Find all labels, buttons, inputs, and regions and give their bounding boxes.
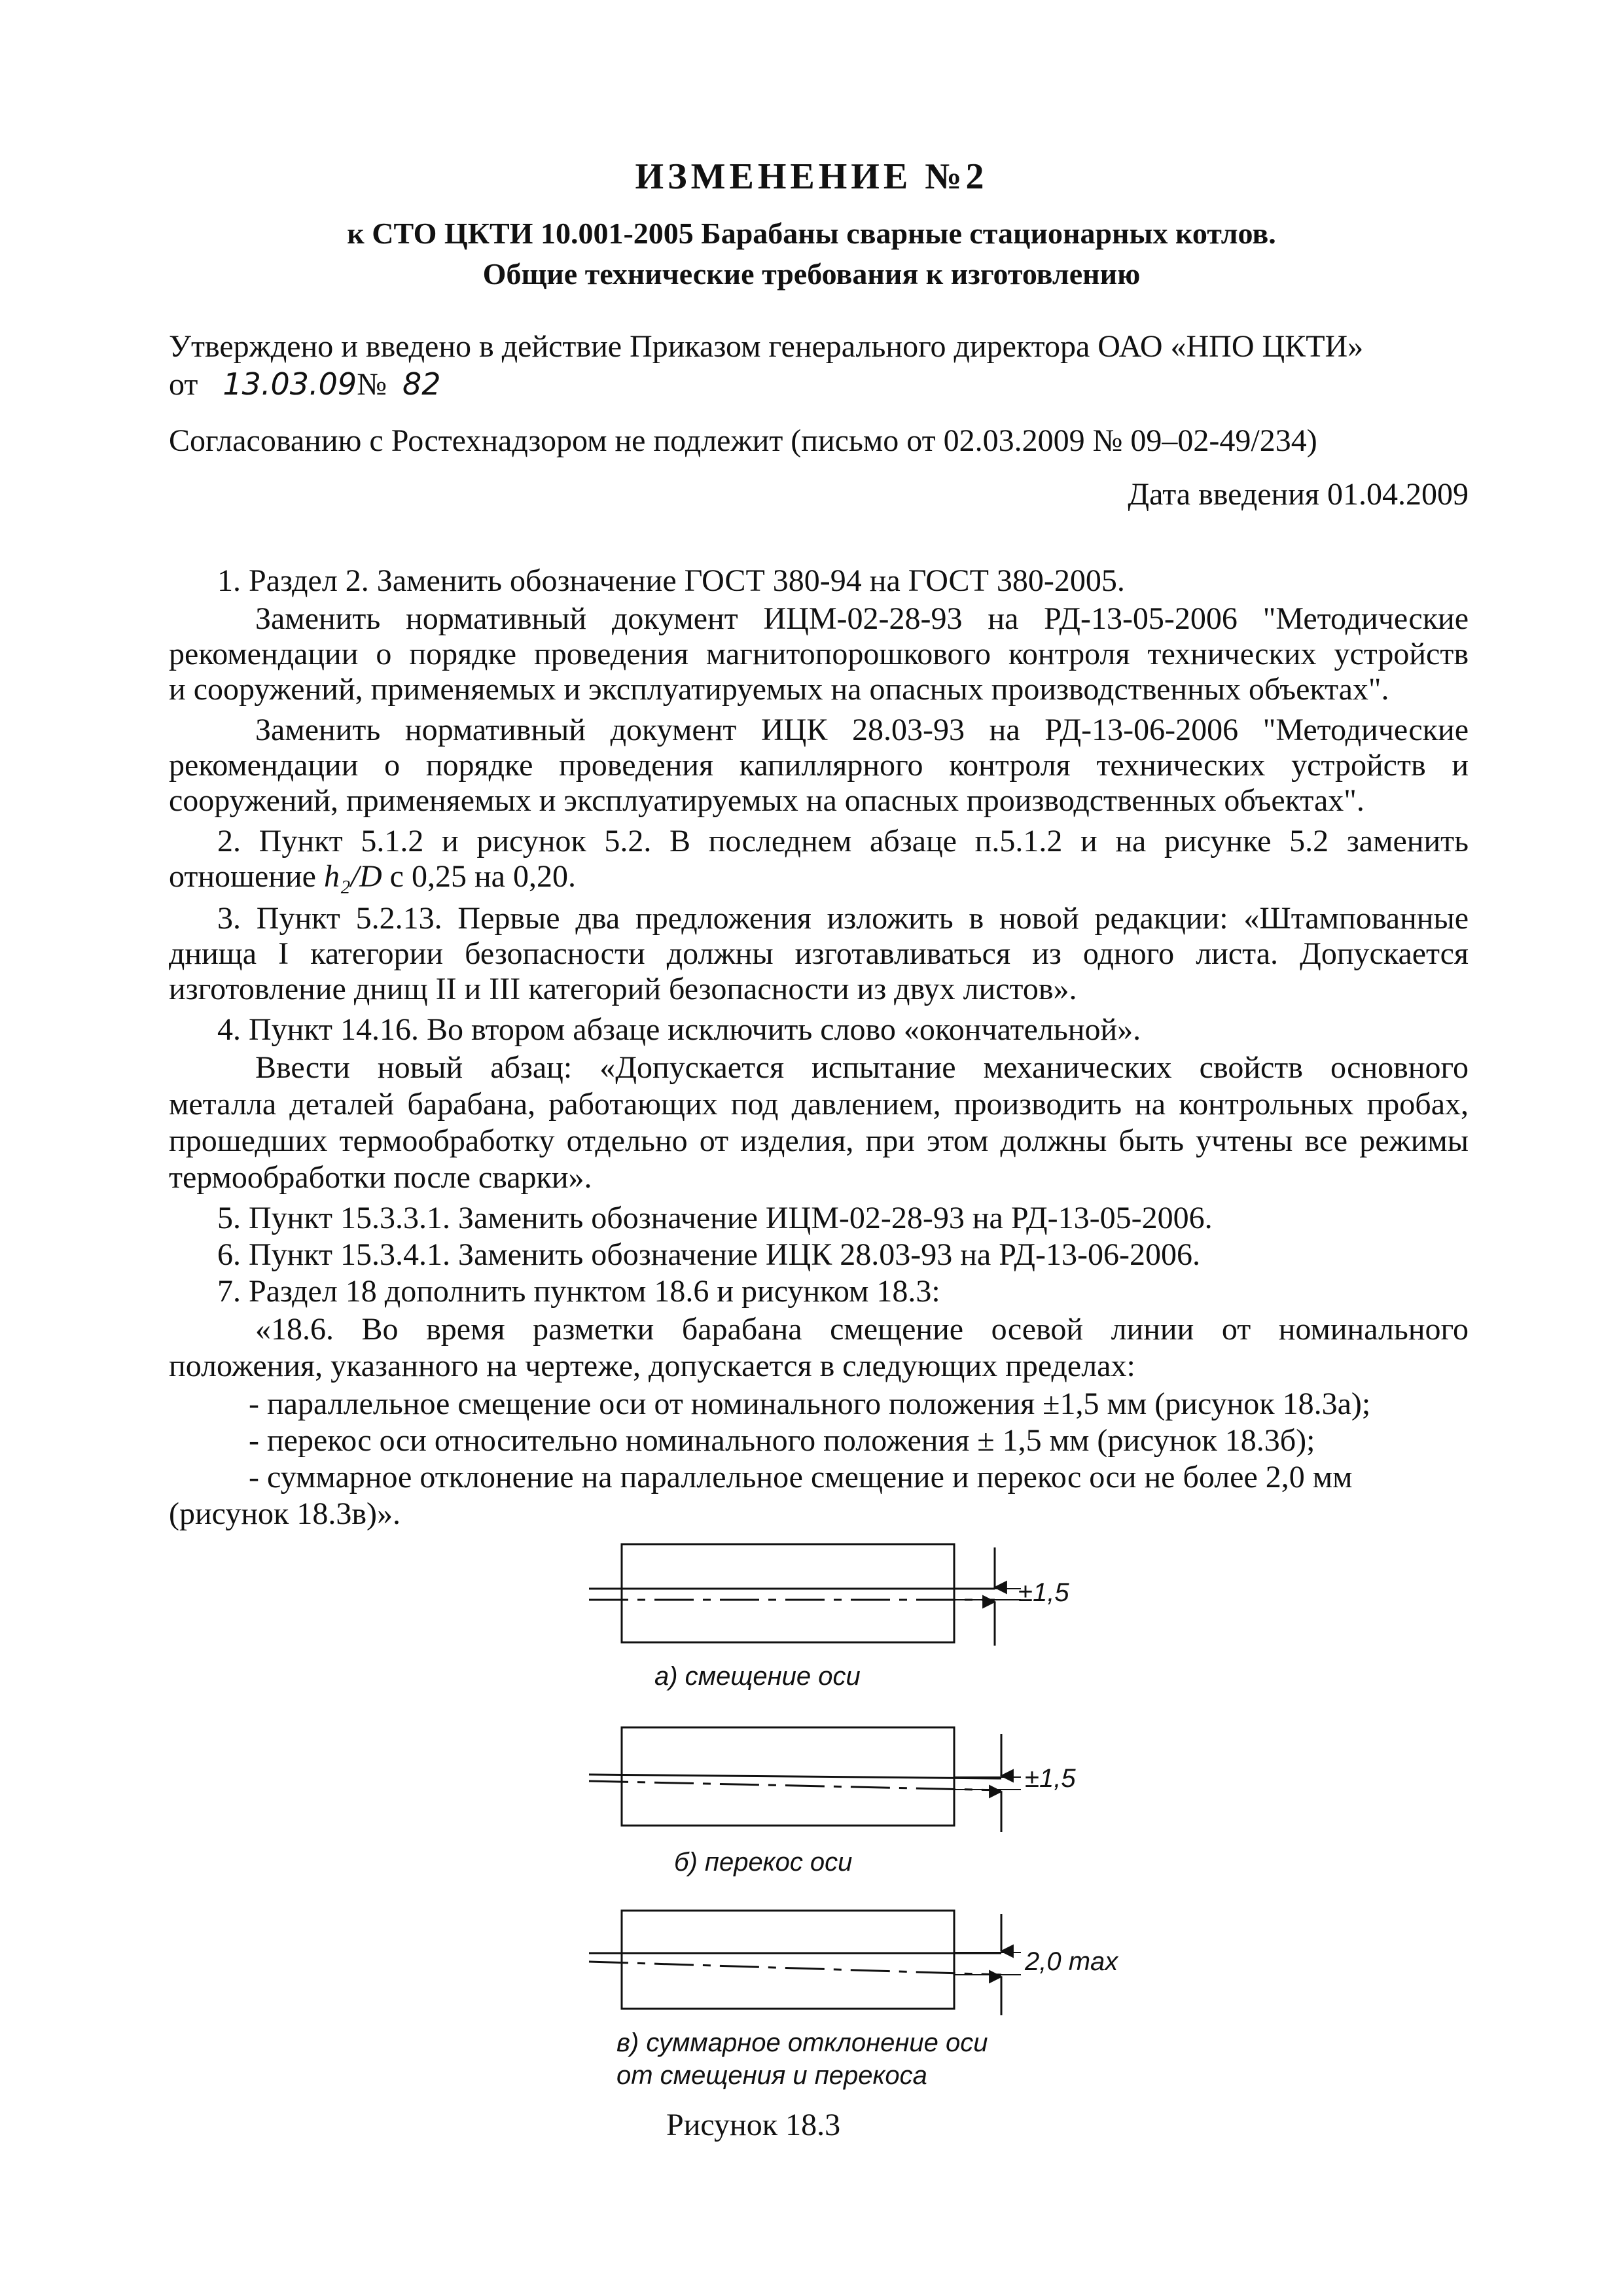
figure-c-caption-line-2: от смещения и перекоса <box>616 2061 927 2090</box>
item-4-paragraph-line-3: прошедших термообработку отдельно от изделия, при этом должны быть учтены все режимы <box>169 1123 1469 1158</box>
item-1-paragraph-2-line-2: рекомендации о порядке проведения магнитопорошкового контроля технических устройств <box>169 637 1469 671</box>
item-1-paragraph-3-line-3: сооружений, применяемых и эксплуатируемых на опасных производственных объектах". <box>169 783 1364 818</box>
clause-18-6-bullet-2: - перекос оси относительно номинального положения ± 1,5 мм (рисунок 18.3б); <box>249 1423 1315 1458</box>
item-4-paragraph-line-1: Ввести новый абзац: «Допускается испытание механических свойств основного <box>255 1050 1469 1085</box>
item-1-paragraph-3-line-2: рекомендации о порядке проведения капиллярного контроля технических устройств и <box>169 748 1469 783</box>
item-1-paragraph-3-line-1: Заменить нормативный документ ИЦК 28.03-93 на РД-13-06-2006 "Методические <box>255 713 1469 747</box>
handwritten-order-number: 82 <box>402 366 441 402</box>
item-2-text-end: с 0,25 на 0,20. <box>382 859 576 894</box>
approval-statement: Утверждено и введено в действие Приказом генерального директора ОАО «НПО ЦКТИ» <box>169 329 1364 364</box>
item-6: 6. Пункт 15.3.4.1. Заменить обозначение ИЦК 28.03-93 на РД-13-06-2006. <box>217 1237 1200 1272</box>
document-subtitle-line-2: Общие технические требования к изготовлению <box>482 257 1141 291</box>
figure-a-dimension: ±1,5 <box>1018 1578 1069 1607</box>
item-2-line-1: 2. Пункт 5.1.2 и рисунок 5.2. В последнем абзаце п.5.1.2 и на рисунке 5.2 заменить <box>217 824 1469 858</box>
figure-caption: Рисунок 18.3 <box>666 2108 841 2142</box>
item-5: 5. Пункт 15.3.3.1. Заменить обозначение ИЦМ-02-28-93 на РД-13-05-2006. <box>217 1201 1213 1235</box>
ratio-symbol: h₂/D <box>323 859 382 894</box>
clause-18-6-line-2: положения, указанного на чертеже, допускается в следующих пределах: <box>169 1349 1135 1383</box>
item-7: 7. Раздел 18 дополнить пунктом 18.6 и рисунком 18.3: <box>217 1274 940 1309</box>
figure-b-drum <box>589 1727 1021 1832</box>
item-1-paragraph-2-line-1: Заменить нормативный документ ИЦМ-02-28-93 на РД-13-05-2006 "Методические <box>255 601 1469 636</box>
figure-c-dimension: 2,0 max <box>1025 1947 1118 1976</box>
item-4-paragraph-line-4: термообработки после сварки». <box>169 1160 592 1195</box>
clause-18-6-bullet-3: - суммарное отклонение на параллельное смещение и перекос оси не более 2,0 мм <box>249 1460 1353 1494</box>
clause-18-6-line-1: «18.6. Во время разметки барабана смещение осевой линии от номинального <box>255 1312 1469 1347</box>
handwritten-order-date: 13.03.09 <box>223 366 357 402</box>
approval-ot-label: от <box>169 367 198 402</box>
item-3-line-1: 3. Пункт 5.2.13. Первые два предложения изложить в новой редакции: «Штампованные <box>217 901 1469 936</box>
agreement-statement: Согласованию с Ростехнадзором не подлежит (письмо от 02.03.2009 № 09–02-49/234) <box>169 423 1317 458</box>
item-3-line-2: днища I категории безопасности должны изготавливаться из одного листа. Допускается <box>169 936 1469 971</box>
effective-date: Дата введения 01.04.2009 <box>1128 477 1469 512</box>
figure-c-drum <box>589 1911 1021 2015</box>
figure-a-caption: а) смещение оси <box>654 1662 861 1691</box>
figure-b-caption: б) перекос оси <box>674 1848 853 1877</box>
item-4-paragraph-line-2: металла деталей барабана, работающих под давлением, производить на контрольных пробах, <box>169 1087 1469 1122</box>
figure-b-dimension: ±1,5 <box>1025 1764 1076 1793</box>
approval-number-sign: № <box>357 367 387 402</box>
document-subtitle-line-1: к СТО ЦКТИ 10.001-2005 Барабаны сварные стационарных котлов. <box>347 217 1276 250</box>
document-title: ИЗМЕНЕНИЕ №2 <box>635 156 988 197</box>
figure-c-caption-line-1: в) суммарное отклонение оси <box>616 2028 988 2057</box>
figure-a-drum <box>589 1544 1021 1646</box>
item-3-line-3: изготовление днищ II и III категорий безопасности из двух листов». <box>169 972 1077 1006</box>
item-4: 4. Пункт 14.16. Во втором абзаце исключить слово «окончательной». <box>217 1012 1141 1047</box>
item-1: 1. Раздел 2. Заменить обозначение ГОСТ 380-94 на ГОСТ 380-2005. <box>217 563 1125 598</box>
clause-18-6-bullet-3-cont: (рисунок 18.3в)». <box>169 1496 401 1531</box>
item-2-text-start: отношение <box>169 859 324 894</box>
clause-18-6-bullet-1: - параллельное смещение оси от номинального положения ±1,5 мм (рисунок 18.3а); <box>249 1386 1371 1421</box>
item-1-paragraph-2-line-3: и сооружений, применяемых и эксплуатируемых на опасных производственных объектах". <box>169 672 1389 707</box>
